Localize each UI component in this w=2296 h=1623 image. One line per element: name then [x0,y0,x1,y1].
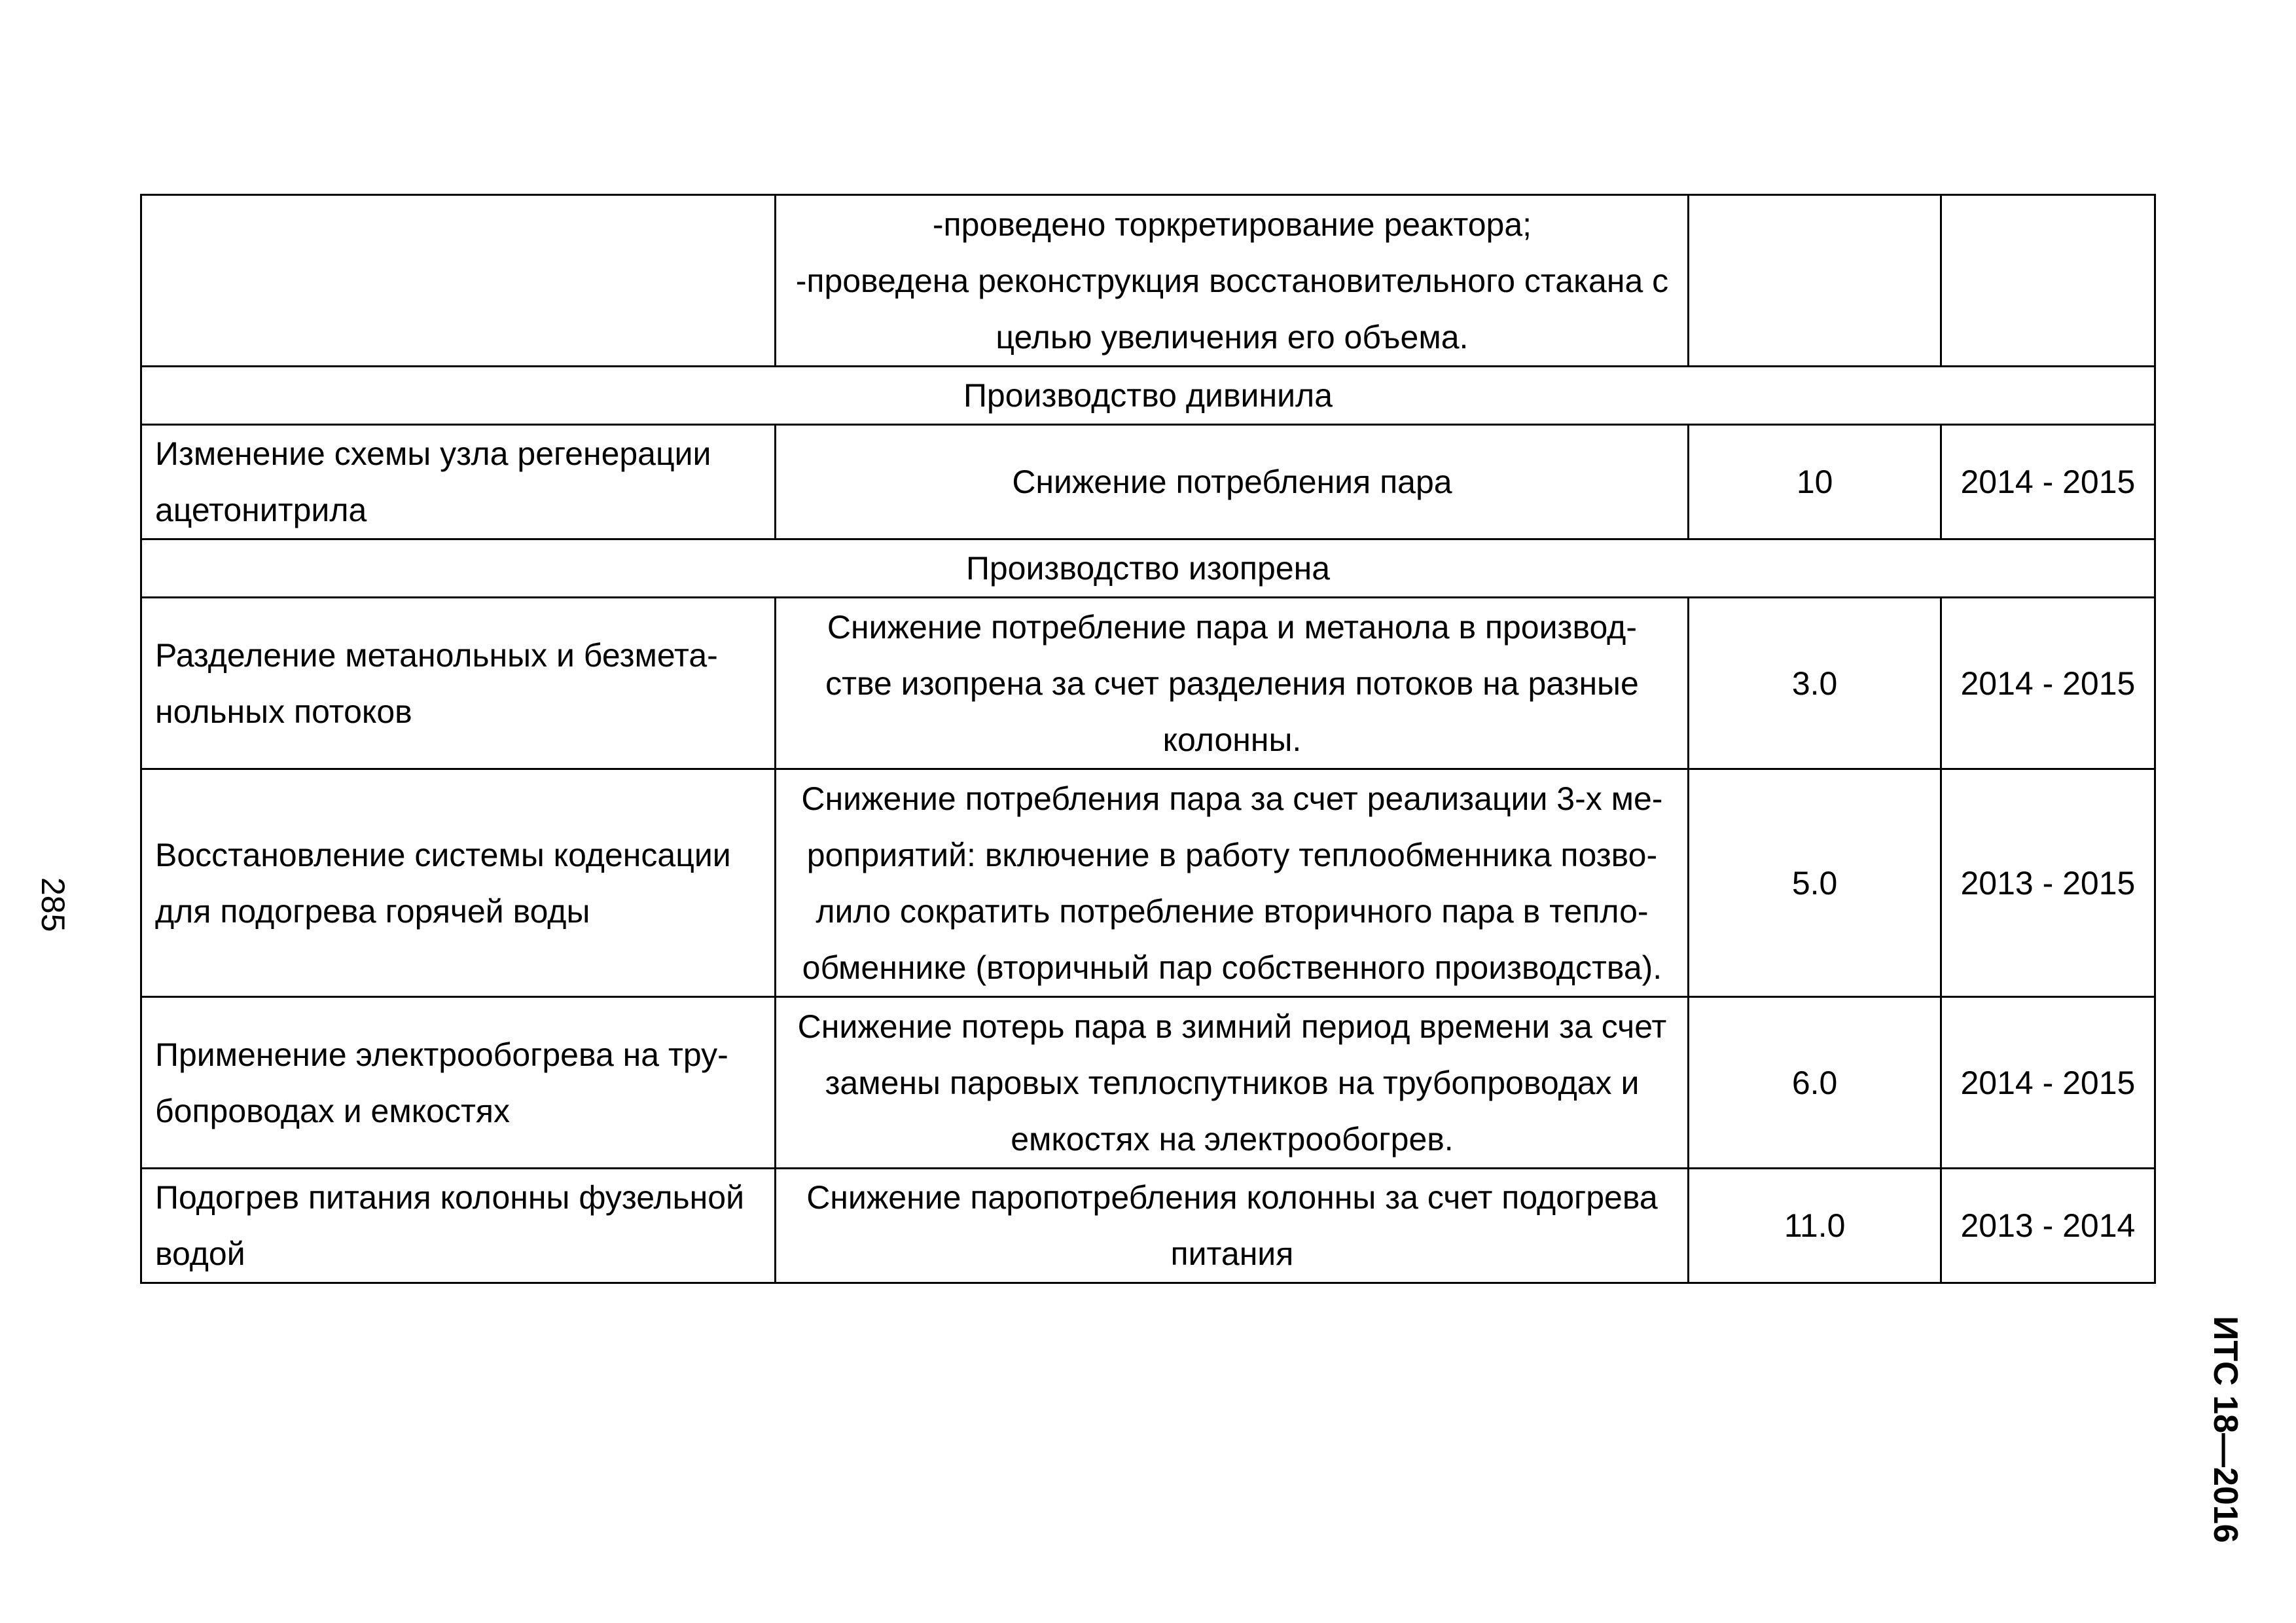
measures-table [140,194,2156,1284]
measure-period-cell: 2014 - 2015 [1941,598,2155,769]
measure-effect-cell: -проведено торкретирование реактора; -проведена реконструкция восстановительного стакана с целью увеличения его объема. [776,195,1689,367]
measure-period-cell [1941,195,2155,367]
measure-value-cell: 6.0 [1689,997,1941,1169]
measure-value-cell: 5.0 [1689,769,1941,997]
measure-period-cell: 2014 - 2015 [1941,425,2155,539]
section-title: Производство изопрена [141,539,2155,598]
measure-period-cell: 2013 - 2015 [1941,769,2155,997]
measure-effect-cell: Снижение потребления пара за счет реализации 3-х ме- роприятий: включение в работу теплообменника позво- лило сократить потребление вторичного пара в тепло- обменнике (вторичный пар собственного производства). [776,769,1689,997]
table-row [141,598,2155,769]
table-row [141,769,2155,997]
measure-name-cell: Подогрев питания колонны фузельной водой [141,1169,776,1283]
measure-value-cell: 11.0 [1689,1169,1941,1283]
measure-effect-cell: Снижение потребление пара и метанола в производ- стве изопрена за счет разделения потоков на разные колонны. [776,598,1689,769]
document-code: ИТС 18—2016 [2206,1316,2244,1543]
page-number: 285 [35,877,71,932]
measure-value-cell [1689,195,1941,367]
table-row [141,997,2155,1169]
measure-effect-cell: Снижение паропотребления колонны за счет подогрева питания [776,1169,1689,1283]
measure-period-cell: 2013 - 2014 [1941,1169,2155,1283]
measure-name-cell: Разделение метанольных и безмета- нольных потоков [141,598,776,769]
section-row [141,367,2155,425]
measure-name-cell: Применение электрообогрева на тру- бопроводах и емкостях [141,997,776,1169]
table-row [141,195,2155,367]
measure-effect-cell: Снижение потребления пара [776,425,1689,539]
section-row [141,539,2155,598]
measure-value-cell: 10 [1689,425,1941,539]
table-row [141,1169,2155,1283]
table-row [141,425,2155,539]
measure-value-cell: 3.0 [1689,598,1941,769]
measure-name-cell: Изменение схемы узла регенерации ацетонитрила [141,425,776,539]
measure-name-cell: Восстановление системы коденсации для подогрева горячей воды [141,769,776,997]
section-title: Производство дивинила [141,367,2155,425]
measure-period-cell: 2014 - 2015 [1941,997,2155,1169]
measure-name-cell [141,195,776,367]
measure-effect-cell: Снижение потерь пара в зимний период времени за счет замены паровых теплоспутников на трубопроводах и емкостях на электрообогрев. [776,997,1689,1169]
